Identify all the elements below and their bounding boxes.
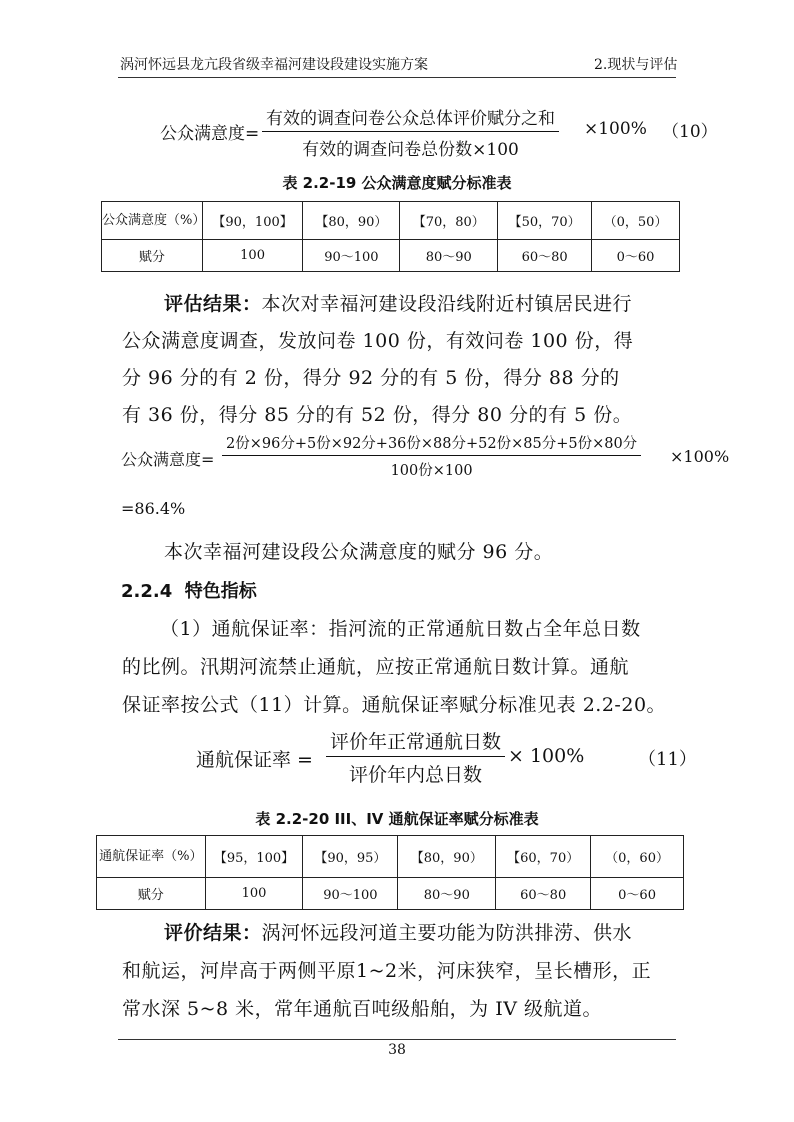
table19-range-3: 【70，80） (400, 202, 498, 240)
result1-label: 评估结果： (164, 293, 262, 315)
table20-score-3: 80～90 (398, 878, 496, 910)
result2-line2: 和航运，河岸高于两侧平原1~2米，河床狭窄，呈长槽形，正 (122, 960, 652, 982)
table20-row1-label: 通航保证率（%） (97, 836, 206, 878)
table19-range-4: 【50，70） (498, 202, 592, 240)
table-row (97, 836, 684, 878)
formula11-numerator: 评价年正常通航日数 (326, 727, 505, 757)
formula11-fraction (326, 727, 505, 787)
formula10-lhs: 公众满意度= (160, 124, 260, 144)
result1-line2: 公众满意度调查，发放问卷 100 份，有效问卷 100 份，得 (122, 330, 634, 352)
calc-suffix: ×100% (670, 447, 730, 466)
result2-line3: 常水深 5~8 米，常年通航百吨级船舶，为 IV 级航道。 (122, 998, 602, 1020)
formula10-fraction (262, 104, 559, 160)
navigation-line1: （1）通航保证率：指河流的正常通航日数占全年总日数 (160, 618, 641, 640)
table19-caption: 表 2.2-19 公众满意度赋分标准表 (282, 174, 512, 192)
table20-range-1: 【95，100】 (205, 836, 303, 878)
section-number: 2.2.4 (121, 581, 173, 602)
table20-range-5: （0，60） (591, 836, 684, 878)
formula10-numerator: 有效的调查问卷公众总体评价赋分之和 (262, 104, 559, 132)
formula11-denominator: 评价年内总日数 (349, 764, 483, 786)
table19-range-1: 【90，100】 (202, 202, 303, 240)
conclusion1: 本次幸福河建设段公众满意度的赋分 96 分。 (164, 541, 554, 563)
formula10-number: （10） (662, 122, 718, 142)
navigation-line2: 的比例。汛期河流禁止通航，应按正常通航日数计算。通航 (122, 656, 630, 678)
calc-result: =86.4% (121, 499, 186, 518)
formula10-denominator: 有效的调查问卷总份数×100 (302, 140, 519, 160)
calc-denominator: 100份×100 (390, 463, 473, 479)
navigation-line3: 保证率按公式（11）计算。通航保证率赋分标准见表 2.2-20。 (122, 694, 667, 716)
result1-line1: 评估结果：本次对幸福河建设段沿线附近村镇居民进行 (164, 293, 633, 315)
formula11-number: （11） (638, 749, 697, 770)
calc-fraction (222, 432, 641, 480)
calc-lhs: 公众满意度= (121, 450, 215, 469)
table20-caption: 表 2.2-20 III、IV 通航保证率赋分标准表 (255, 810, 539, 828)
section-title: 特色指标 (184, 581, 257, 602)
table20-range-2: 【90，95） (303, 836, 398, 878)
section-heading (121, 577, 257, 603)
table19-range-5: （0，50） (592, 202, 680, 240)
table-row (102, 202, 680, 240)
table20-score-4: 60～80 (496, 878, 591, 910)
table19-score-1: 100 (202, 240, 303, 272)
table20-row2-label: 赋分 (97, 878, 206, 910)
table19-score-3: 80～90 (400, 240, 498, 272)
header-title: 涡河怀远县龙亢段省级幸福河建设段建设实施方案 (120, 57, 428, 73)
result2-line1: 评价结果：涡河怀远段河道主要功能为防洪排涝、供水 (164, 922, 633, 944)
header-section: 2.现状与评估 (594, 57, 678, 73)
table19-range-2: 【80，90） (303, 202, 400, 240)
table19-score-5: 0～60 (592, 240, 680, 272)
table20-score-2: 90～100 (303, 878, 398, 910)
footer-rule (118, 1039, 676, 1040)
table20 (96, 835, 684, 910)
formula11-lhs: 通航保证率 = (196, 749, 313, 771)
calc-numerator: 2份×96分+5份×92分+36份×88分+52份×85分+5份×80分 (222, 432, 641, 456)
table19-score-2: 90～100 (303, 240, 400, 272)
result1-line4: 有 36 份，得分 85 分的有 52 份，得分 80 分的有 5 份。 (122, 404, 633, 426)
table19 (101, 201, 680, 272)
table20-range-4: 【60，70） (496, 836, 591, 878)
formula11-suffix: × 100% (508, 745, 585, 767)
table20-score-5: 0～60 (591, 878, 684, 910)
result1-line3: 分 96 分的有 2 份，得分 92 分的有 5 份，得分 88 分的 (122, 367, 620, 389)
table20-score-1: 100 (205, 878, 303, 910)
table20-range-3: 【80，90） (398, 836, 496, 878)
page-number: 38 (388, 1042, 406, 1058)
table19-score-4: 60～80 (498, 240, 592, 272)
formula10-suffix: ×100% (584, 119, 647, 139)
result2-label: 评价结果： (164, 922, 262, 944)
table-row (102, 240, 680, 272)
table19-row1-label: 公众满意度（%） (102, 202, 203, 240)
header-rule (118, 77, 676, 78)
table19-row2-label: 赋分 (102, 240, 203, 272)
table-row (97, 878, 684, 910)
